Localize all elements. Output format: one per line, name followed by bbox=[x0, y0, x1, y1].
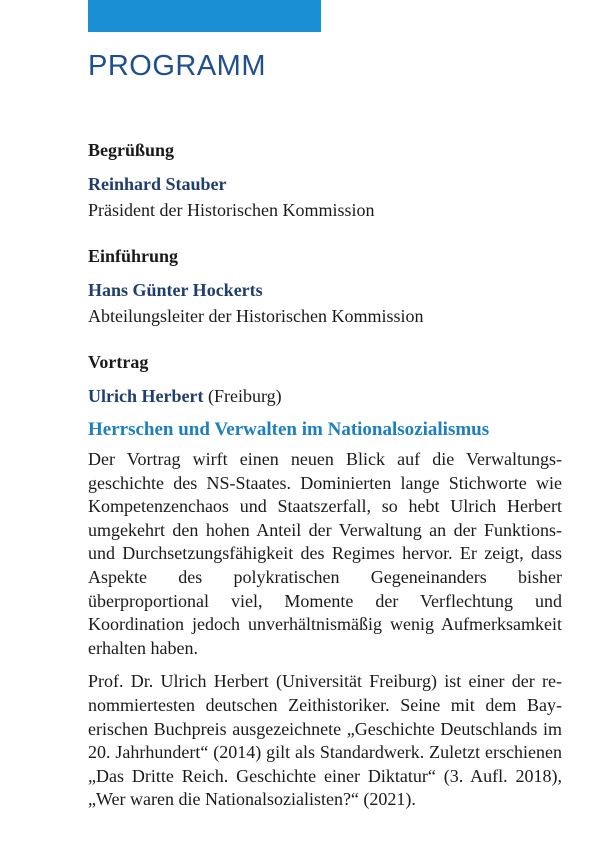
welcome-section bbox=[88, 138, 562, 222]
header-accent-bar bbox=[88, 0, 321, 32]
page-title: PROGRAMM bbox=[88, 50, 266, 82]
lecture-section bbox=[88, 350, 562, 812]
welcome-speaker-role: Präsident der Historischen Kommission bbox=[88, 200, 375, 220]
intro-label: Einführung bbox=[88, 246, 179, 266]
lecture-speaker-name: Ulrich Herbert bbox=[88, 386, 204, 406]
lecture-label: Vortrag bbox=[88, 352, 149, 372]
lecture-abstract: Der Vortrag wirft einen neuen Blick auf die Verwaltungsgeschichte des NS-Staates. Dominierten lange Stichworte wie Kompetenzenchaos und Staatszerfall, so hebt Ulrich Herbert umgekehrt den hohen Anteil der Verwaltung an der Funktions- und Durchsetzungsfähigkeit des Regimes hervor. Er zeigt, dass Aspekte des polykratischen Gegeneinanders bisher überproportional viel, Momente der Verflechtung und Koordination jedoch unverhältnismäßig wenig Aufmerksamkeit erhalten haben. bbox=[88, 449, 562, 658]
intro-speaker-role: Abteilungsleiter der Historischen Kommission bbox=[88, 306, 424, 326]
intro-section bbox=[88, 244, 562, 328]
welcome-speaker-name: Reinhard Stauber bbox=[88, 174, 227, 194]
speaker-bio: Prof. Dr. Ulrich Herbert (Universität Freiburg) ist einer der renommiertesten deutschen Zeithistoriker. Seine mit dem Bayerischen Buchpreis ausgezeichnete „Geschichte Deutschlands im 20. Jahrhundert“ (2014) gilt als Standardwerk. Zuletzt erschienen „Das Dritte Reich. Geschichte einer Diktatur“ (3. Aufl. 2018), „Wer waren die Nationalsozialisten?“ (2021). bbox=[88, 671, 562, 810]
lecture-speaker bbox=[88, 384, 562, 408]
intro-speaker-name: Hans Günter Hockerts bbox=[88, 280, 263, 300]
lecture-speaker-affiliation: (Freiburg) bbox=[207, 386, 282, 406]
program-content bbox=[88, 138, 562, 812]
welcome-label: Begrüßung bbox=[88, 140, 175, 160]
lecture-title: Herrschen und Verwalten im Nationalsozialismus bbox=[88, 419, 490, 440]
